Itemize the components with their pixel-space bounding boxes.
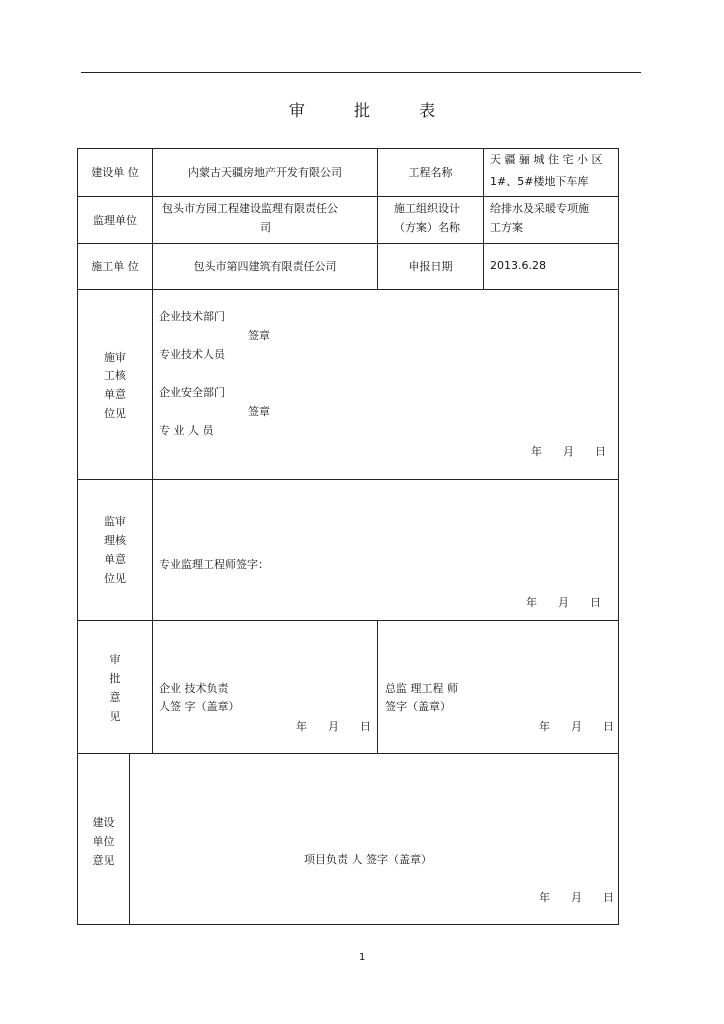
chief-supervisor-signature-line2: 签字（盖章） [385, 700, 451, 713]
safety-staff: 专 业 人 员 [159, 424, 214, 437]
page-title: 审 批 表 [288, 101, 458, 120]
header-rule [81, 72, 641, 73]
tech-lead-signature-line1: 企业 技术负责 [159, 682, 229, 695]
report-date-value: 2013.6.28 [490, 259, 546, 272]
plan-name-label-line2: （方案）名称 [394, 221, 460, 234]
supervisor-unit-label: 监理单位 [93, 213, 137, 227]
tech-lead-signature-line2: 人签 字（盖章） [159, 700, 240, 713]
enterprise-safety-dept: 企业安全部门 [159, 386, 225, 399]
plan-name-label-line1: 施工组织设计 [394, 202, 460, 215]
page-number: 1 [359, 952, 366, 963]
project-name-line2: 1#、5#楼地下车库 [490, 175, 589, 188]
plan-name-line2: 工方案 [490, 221, 523, 234]
owner-unit-label: 建设单 位 [91, 166, 139, 179]
project-name-line1: 天 疆 骊 城 住 宅 小 区 [490, 153, 603, 166]
contractor-value: 包头市第四建筑有限责任公司 [193, 260, 337, 273]
project-name-label: 工程名称 [408, 166, 453, 179]
owner-opinion-date: 年 月 日 [539, 891, 614, 904]
project-lead-signature: 项目负责 人 签字（盖章） [304, 853, 432, 866]
supervisor-unit-line1: 包头市方园工程建设监理有限责任公 [162, 202, 338, 215]
chief-supervisor-signature-line1: 总监 理工程 师 [385, 682, 458, 695]
contractor-label: 施工单 位 [91, 260, 139, 273]
enterprise-tech-dept: 企业技术部门 [159, 310, 225, 323]
supervisor-unit-line2: 司 [260, 221, 271, 234]
tech-lead-date: 年 月 日 [296, 720, 371, 733]
construction-review-date: 年 月 日 [531, 445, 606, 458]
supervision-review-date: 年 月 日 [526, 596, 601, 609]
tech-dept-seal: 签章 [248, 329, 270, 342]
safety-dept-seal: 签章 [248, 405, 270, 418]
owner-unit-value: 内蒙古天疆房地产开发有限公司 [188, 166, 342, 179]
chief-supervisor-date: 年 月 日 [539, 720, 614, 733]
supervisor-engineer-signature: 专业监理工程师签字： [159, 558, 269, 571]
report-date-label: 申报日期 [408, 260, 453, 273]
tech-staff: 专业技术人员 [159, 348, 225, 361]
plan-name-line1: 给排水及采暖专项施 [490, 202, 589, 215]
